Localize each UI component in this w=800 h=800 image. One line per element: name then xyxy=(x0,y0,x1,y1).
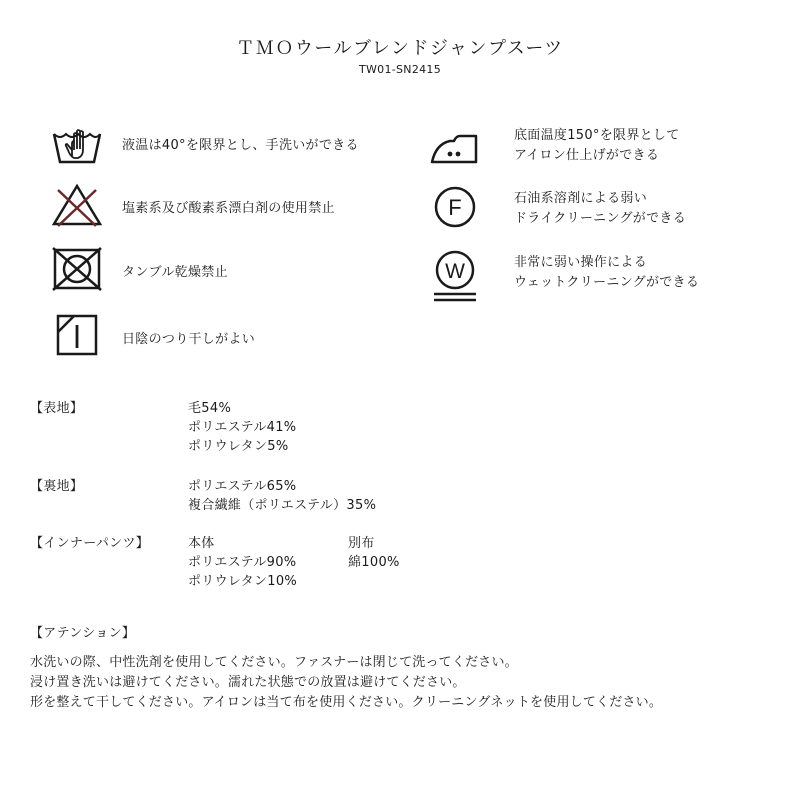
attention-line: 浸け置き洗いは避けてください。濡れた状態での放置は避けてください。 xyxy=(30,675,466,690)
inner-pants-body-values xyxy=(188,534,297,591)
inner-pants-other-values xyxy=(348,534,400,572)
attention-title: 【アテンション】 xyxy=(30,626,136,641)
dry-clean-letter: F xyxy=(448,195,462,220)
attention-line: 形を整えて干してください。アイロンは当て布を使用ください。クリーニングネットを使用してください。 xyxy=(30,695,663,710)
inner-pants-label: 【インナーパンツ】 xyxy=(30,536,150,551)
no-tumble-dry-text: タンブル乾燥禁止 xyxy=(122,265,228,280)
outer-fabric-line: 毛54% xyxy=(188,401,232,416)
wet-clean-text xyxy=(514,253,699,293)
iron-text-line-1: 底面温度150°を限界として xyxy=(514,128,680,143)
inner-pants-other-line: 別布 xyxy=(348,536,375,551)
inner-pants-other-line: 綿100% xyxy=(348,555,400,570)
lining-label: 【裏地】 xyxy=(30,479,84,494)
wet-clean-text-line-2: ウェットクリーニングができる xyxy=(514,275,700,290)
outer-fabric-label: 【表地】 xyxy=(30,401,84,416)
dry-clean-icon xyxy=(428,184,482,230)
dry-clean-text-line-2: ドライクリーニングができる xyxy=(514,211,686,226)
hand-wash-text: 液温は40°を限界とし、手洗いができる xyxy=(122,138,359,153)
outer-fabric-line: ポリエステル41% xyxy=(188,420,297,435)
inner-pants-body-line: ポリエステル90% xyxy=(188,555,297,570)
outer-fabric-line: ポリウレタン5% xyxy=(188,439,289,454)
no-tumble-dry-icon xyxy=(50,246,104,292)
lining-line: ポリエステル65% xyxy=(188,479,297,494)
shade-drip-dry-icon xyxy=(50,312,104,358)
outer-fabric-values xyxy=(188,399,296,456)
dry-clean-text xyxy=(514,189,686,229)
shade-dry-text: 日陰のつり干しがよい xyxy=(122,332,256,347)
inner-pants-body-line: 本体 xyxy=(188,536,215,551)
inner-pants-body-line: ポリウレタン10% xyxy=(188,574,298,589)
no-bleach-icon xyxy=(50,182,104,228)
product-title: ＴＭＯウールブレンドジャンプスーツ xyxy=(236,38,564,59)
hand-wash-icon xyxy=(50,122,104,168)
iron-text-line-2: アイロン仕上げができる xyxy=(514,148,660,163)
wet-clean-letter: W xyxy=(445,260,465,283)
wet-clean-icon xyxy=(428,248,482,304)
attention-line: 水洗いの際、中性洗剤を使用してください。ファスナーは閉じて洗ってください。 xyxy=(30,655,518,670)
wet-clean-text-line-1: 非常に弱い操作による xyxy=(514,255,648,270)
iron-icon xyxy=(428,124,482,170)
iron-text xyxy=(514,126,680,166)
no-bleach-text: 塩素系及び酸素系漂白剤の使用禁止 xyxy=(122,201,335,216)
lining-values xyxy=(188,477,376,515)
attention-body xyxy=(30,653,790,713)
dry-clean-text-line-1: 石油系溶剤による弱い xyxy=(514,191,648,206)
product-code: TW01-SN2415 xyxy=(358,63,442,76)
lining-line: 複合繊維（ポリエステル）35% xyxy=(188,498,377,513)
